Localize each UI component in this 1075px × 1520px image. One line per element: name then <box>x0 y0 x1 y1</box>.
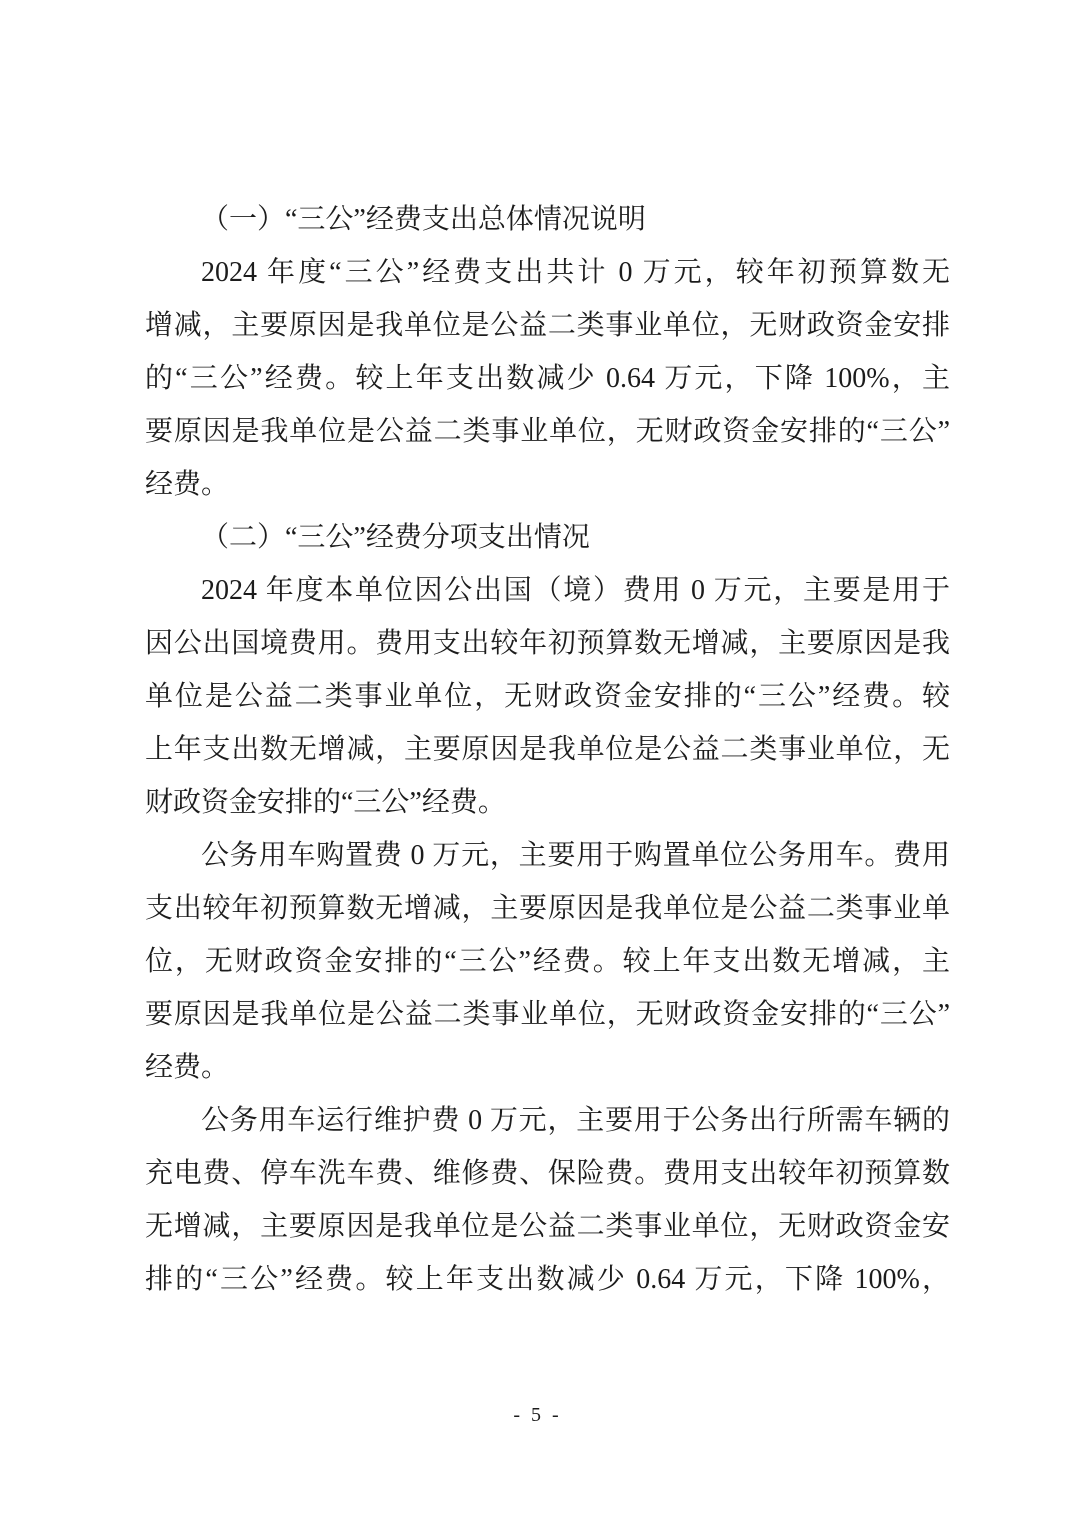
paragraph-line: 经费。 <box>145 1052 230 1083</box>
paragraph-line: 2024 年度本单位因公出国（境）费用 0 万元，主要是用于 <box>201 575 950 606</box>
paragraph-line: 的“三公”经费。较上年支出数减少 0.64 万元，下降 100%，主 <box>145 363 950 394</box>
paragraph-line: 要原因是我单位是公益二类事业单位，无财政资金安排的“三公” <box>145 416 950 447</box>
paragraph-line: 排的“三公”经费。较上年支出数减少 0.64 万元，下降 100%， <box>145 1264 950 1295</box>
paragraph-line: 充电费、停车洗车费、维修费、保险费。费用支出较年初预算数 <box>145 1158 950 1189</box>
paragraph-line: 要原因是我单位是公益二类事业单位，无财政资金安排的“三公” <box>145 999 950 1030</box>
paragraph-line: 因公出国境费用。费用支出较年初预算数无增减，主要原因是我 <box>145 628 950 659</box>
paragraph-line: 单位是公益二类事业单位，无财政资金安排的“三公”经费。较 <box>145 681 950 712</box>
paragraph-line: 财政资金安排的“三公”经费。 <box>145 787 506 818</box>
paragraph-line: 增减，主要原因是我单位是公益二类事业单位，无财政资金安排 <box>145 310 950 341</box>
section-2-heading: （二）“三公”经费分项支出情况 <box>201 522 590 553</box>
paragraph-line: 无增减，主要原因是我单位是公益二类事业单位，无财政资金安 <box>145 1211 950 1242</box>
paragraph-line: 上年支出数无增减，主要原因是我单位是公益二类事业单位，无 <box>145 734 950 765</box>
paragraph-line: 经费。 <box>145 469 230 500</box>
document-body <box>145 193 950 1306</box>
paragraph-line: 位，无财政资金安排的“三公”经费。较上年支出数无增减，主 <box>145 946 950 977</box>
page-number: - 5 - <box>513 1404 562 1426</box>
paragraph-line: 公务用车购置费 0 万元，主要用于购置单位公务用车。费用 <box>201 840 950 871</box>
paragraph-line: 公务用车运行维护费 0 万元，主要用于公务出行所需车辆的 <box>201 1105 950 1136</box>
paragraph-line: 支出较年初预算数无增减，主要原因是我单位是公益二类事业单 <box>145 893 950 924</box>
paragraph-line: 2024 年度“三公”经费支出共计 0 万元，较年初预算数无 <box>201 257 950 288</box>
section-1-heading: （一）“三公”经费支出总体情况说明 <box>201 204 646 235</box>
